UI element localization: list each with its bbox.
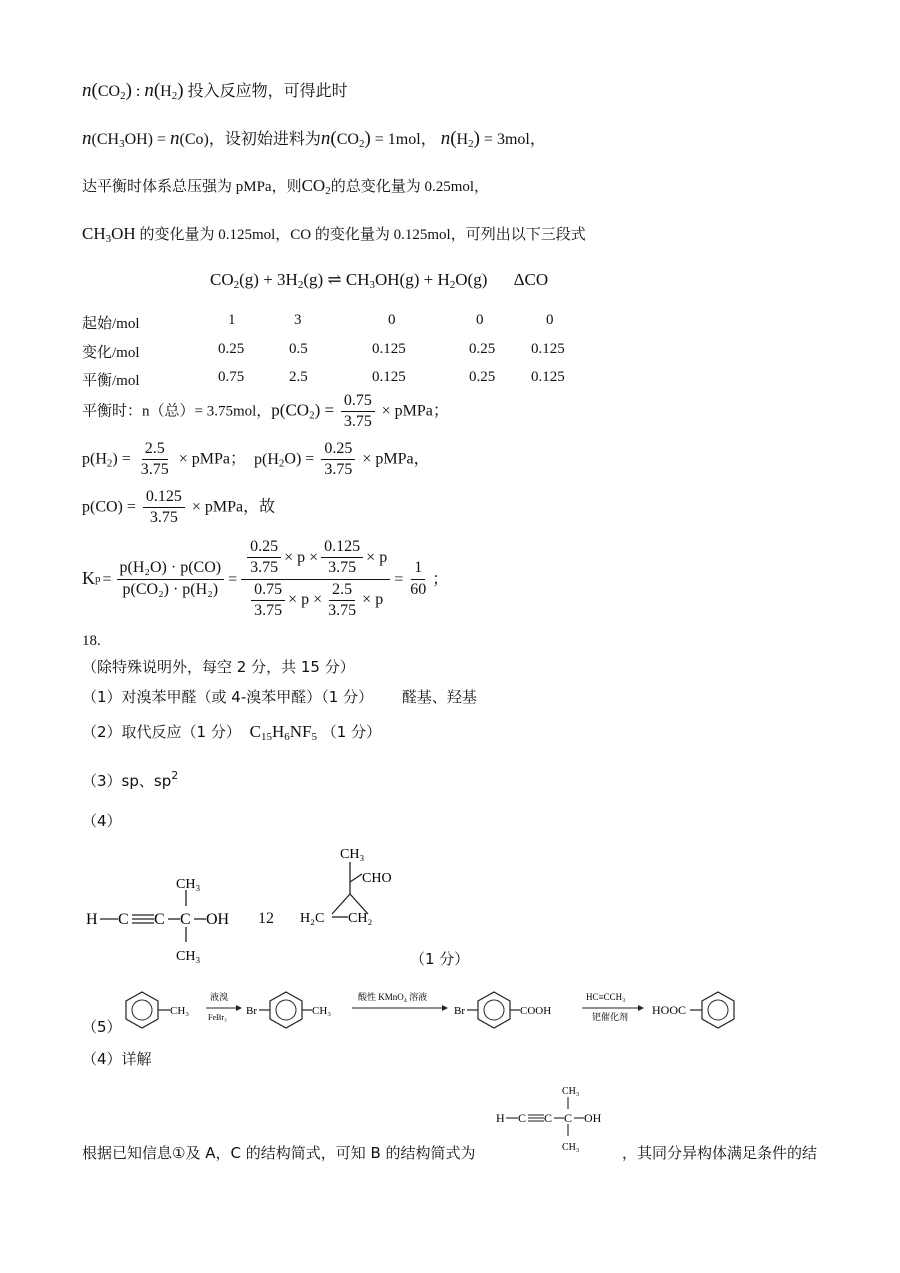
answer-text: （3）sp、sp bbox=[82, 772, 172, 790]
group-ch3: CH₃ bbox=[340, 847, 365, 862]
denominator: 3.75 bbox=[140, 461, 169, 479]
numerator bbox=[241, 538, 390, 580]
benzene-ring bbox=[126, 992, 158, 1028]
fraction bbox=[341, 392, 375, 432]
atom-br: Br bbox=[454, 1005, 465, 1017]
text-line-3 bbox=[82, 176, 489, 196]
subscript: 2 bbox=[106, 457, 113, 470]
denominator: 60 bbox=[410, 580, 427, 598]
formula-part: O(g) bbox=[455, 270, 488, 289]
denominator bbox=[245, 580, 386, 621]
formula-part: H bbox=[271, 722, 285, 741]
table-cell: 0.5 bbox=[289, 341, 308, 357]
formula-part: NF bbox=[289, 722, 312, 741]
answer-text: 醛基、羟基 bbox=[401, 688, 477, 706]
formula-part: (g) ⇌ CH bbox=[303, 270, 370, 289]
subscript: 2 bbox=[449, 279, 456, 291]
benzene-ring bbox=[478, 992, 510, 1028]
subscript: 2 bbox=[325, 185, 331, 197]
molecular-formula bbox=[250, 722, 317, 741]
text-line-4 bbox=[82, 224, 586, 244]
table-cell: 0.125 bbox=[531, 369, 565, 385]
formula-part: C bbox=[249, 722, 261, 741]
aromatic-circle bbox=[708, 1000, 728, 1020]
structure-methylbutynol-inline bbox=[492, 1080, 622, 1156]
group-ch3: CH₃ bbox=[562, 1142, 580, 1153]
n-symbol: n bbox=[170, 128, 180, 149]
atom-h: H bbox=[496, 1111, 505, 1125]
formula-part: × pMPa，故 bbox=[191, 498, 276, 516]
subscript: 3 bbox=[369, 279, 375, 291]
aromatic-circle bbox=[484, 1000, 504, 1020]
fraction bbox=[138, 440, 172, 480]
text-line-1: $n(CO_2)$ : $n(H_2)$ 投入反应物，可得此时 bbox=[82, 80, 348, 102]
denominator: 3.75 bbox=[328, 559, 357, 577]
answer-text: （1）对溴苯甲醛（或 4-溴苯甲醛）（1 分） bbox=[82, 688, 374, 706]
formula-part: H bbox=[456, 131, 469, 148]
table-cell: 0.25 bbox=[469, 341, 496, 357]
atom-c: C bbox=[564, 1111, 573, 1125]
reagent-propyne: HC≡CCH₃ bbox=[586, 992, 626, 1002]
group-ch3: CH₃ bbox=[562, 1086, 580, 1097]
formula-part: × pMPa； bbox=[178, 450, 247, 468]
formula-part: ΔCO bbox=[513, 270, 549, 289]
numerator: 2.5 bbox=[142, 440, 168, 460]
formula-part: (CH bbox=[91, 131, 120, 148]
subscript: 2 bbox=[309, 409, 315, 422]
synthesis-route bbox=[112, 982, 762, 1042]
fraction bbox=[321, 538, 363, 578]
subscript: 2 bbox=[358, 138, 365, 150]
formula-part: × p × bbox=[284, 548, 319, 566]
answer-3 bbox=[82, 769, 179, 790]
formula-part: O) = bbox=[284, 450, 315, 468]
table-cell: 0.25 bbox=[218, 341, 245, 357]
eq-p-h2 bbox=[82, 440, 430, 480]
formula-part: p(CO bbox=[271, 400, 310, 420]
line-text: 达平衡时体系总压强为 pMPa，则 bbox=[82, 179, 302, 195]
fraction bbox=[143, 488, 185, 528]
answer-2 bbox=[82, 722, 381, 742]
subscript: 3 bbox=[119, 138, 125, 150]
atom-c: C bbox=[518, 1111, 527, 1125]
subscript: 2 bbox=[468, 138, 474, 150]
formula-part: × p × bbox=[288, 591, 323, 609]
answer-text: （2）取代反应（1 分） bbox=[82, 723, 241, 741]
formula-part: × pMPa， bbox=[362, 450, 430, 468]
text-line-2: $n(CH_3OH) = n(Co)$，设初始进料为$n(CO_2) = 1mol$， $n(H_2) = 3mol$， bbox=[82, 128, 546, 150]
eq-p-co2 bbox=[82, 392, 449, 432]
structure-methylbutynol bbox=[82, 868, 252, 968]
formula-part: × p bbox=[362, 591, 384, 609]
table-cell: 0 bbox=[546, 312, 554, 328]
subscript: 6 bbox=[284, 731, 290, 743]
group-ch3: CH₃ bbox=[176, 877, 201, 892]
group-ch2: CH₂ bbox=[348, 911, 373, 926]
detail-text-end: ，其同分异构体满足条件的结 bbox=[622, 1144, 818, 1162]
subscript: 3 bbox=[105, 233, 112, 245]
line-text: 的变化量为 0.125mol，CO 的变化量为 0.125mol，可列出以下三段式 bbox=[139, 227, 586, 243]
eq-p-co bbox=[82, 488, 275, 528]
line-text: 投入反应物，可得此时 bbox=[187, 83, 348, 100]
n-symbol: n bbox=[144, 80, 154, 101]
formula-part: OH bbox=[111, 224, 136, 243]
formula-part: CO bbox=[336, 131, 359, 148]
numerator: 0.125 bbox=[321, 538, 363, 558]
table-cell: 2.5 bbox=[289, 369, 308, 385]
group-oh: OH bbox=[584, 1111, 602, 1125]
group-hooc: HOOC bbox=[652, 1003, 687, 1017]
group-h2c: H₂C bbox=[300, 911, 325, 926]
formula-part: OH) = bbox=[124, 131, 167, 148]
denominator: 3.75 bbox=[254, 602, 283, 620]
row-label: 平衡/mol bbox=[82, 373, 140, 389]
reagent-febr3: FeBr₃ bbox=[208, 1013, 227, 1022]
formula-part: (g) + 3H bbox=[239, 270, 298, 289]
atom-c: C bbox=[544, 1111, 553, 1125]
arrow-head bbox=[638, 1005, 644, 1011]
detail-heading: （4）详解 bbox=[82, 1050, 152, 1068]
reagent-liquid-bromine: 液溴 bbox=[210, 992, 229, 1002]
fraction bbox=[407, 559, 429, 599]
score-note: （除特殊说明外，每空 2 分，共 15 分） bbox=[82, 658, 355, 676]
formula-part: K bbox=[82, 568, 95, 589]
numerator: 2.5 bbox=[329, 581, 355, 601]
line-text: ， bbox=[529, 131, 546, 148]
denominator: 3.75 bbox=[149, 509, 178, 527]
table-cell: 0.75 bbox=[218, 369, 245, 385]
atom-c: C bbox=[154, 911, 165, 928]
ratio-colon: : bbox=[135, 83, 141, 100]
formula-h2: H bbox=[160, 83, 172, 100]
answer-text: （1 分） bbox=[321, 723, 382, 741]
score-label: （1 分） bbox=[410, 950, 470, 968]
group-cho: CHO bbox=[362, 871, 392, 886]
n-symbol: n bbox=[440, 128, 451, 149]
compound-fraction bbox=[241, 538, 390, 621]
reaction-equation bbox=[210, 270, 548, 290]
detail-text-start: 根据已知信息①及 A，C 的结构简式，可知 B 的结构简式为 bbox=[82, 1144, 476, 1162]
table-cell: 0.125 bbox=[531, 341, 565, 357]
subscript: 2 bbox=[233, 279, 240, 291]
numerator: 0.75 bbox=[341, 392, 375, 412]
answer-4-label: （4） bbox=[82, 812, 122, 830]
formula-part: × pMPa； bbox=[381, 402, 449, 420]
formula-co2: CO bbox=[301, 176, 326, 195]
group-oh: OH bbox=[206, 911, 230, 928]
numerator: 1 bbox=[411, 559, 425, 579]
eq-kp: K p = $\frac{\text{p(H₂O) · p(CO)}}{\text{p(CO₂) · p(H₂)}}$ = $\frac{0.25}{3.75}$ × p × $\frac{0.125}{3.75}$ × p $\frac{0.75}{3.75}$ × p × $\frac{2.5}{3.75}$ × p = $\frac{1}{60}$ ； bbox=[82, 538, 449, 620]
formula-part: p(H bbox=[254, 450, 279, 468]
aromatic-circle bbox=[132, 1000, 152, 1020]
formula-part: = 3mol bbox=[483, 131, 530, 148]
table-cell: 3 bbox=[294, 312, 302, 328]
table-cell: 0 bbox=[388, 312, 396, 328]
denominator: 3.75 bbox=[343, 413, 372, 431]
denominator: p(CO₂) · p(H₂) bbox=[122, 580, 219, 598]
answer-5-label: （5） bbox=[82, 1018, 122, 1036]
fraction bbox=[321, 440, 355, 480]
n-symbol: n bbox=[82, 80, 92, 101]
fraction bbox=[117, 559, 225, 599]
group-ch3: CH₃ bbox=[176, 949, 201, 964]
table-cell: 0.25 bbox=[469, 369, 496, 385]
formula-part: × p bbox=[366, 548, 388, 566]
group-ch3: CH₃ bbox=[170, 1005, 190, 1017]
n-symbol: n bbox=[82, 128, 92, 149]
numerator: 0.75 bbox=[251, 581, 285, 601]
subscript: 2 bbox=[171, 90, 178, 102]
atom-c: C bbox=[118, 911, 129, 928]
denominator: 3.75 bbox=[324, 461, 353, 479]
superscript: 2 bbox=[171, 769, 179, 782]
line-text: 平衡时：n（总）= 3.75mol， bbox=[82, 403, 272, 420]
formula-part: CH bbox=[82, 224, 106, 243]
group-cooh: COOH bbox=[520, 1005, 552, 1017]
arrow-head bbox=[236, 1005, 242, 1011]
atom-c: C bbox=[180, 911, 191, 928]
fraction bbox=[251, 581, 285, 621]
line-text: ， bbox=[420, 131, 437, 148]
table-cell: 0.125 bbox=[372, 341, 406, 357]
bond-line bbox=[350, 874, 362, 882]
row-label: 起始/mol bbox=[82, 316, 140, 332]
atom-h: H bbox=[86, 911, 98, 928]
subscript: 15 bbox=[260, 731, 272, 743]
structure-methylcyclopropanecarbaldehyde bbox=[298, 840, 408, 932]
formula-part: = 1mol bbox=[374, 131, 421, 148]
row-label: 变化/mol bbox=[82, 345, 140, 361]
reagent-pd-catalyst: 钯催化剂 bbox=[592, 1012, 629, 1022]
n-symbol: n bbox=[320, 128, 331, 149]
group-ch3: CH₃ bbox=[312, 1005, 332, 1017]
formula-co2: CO bbox=[97, 83, 121, 100]
subscript: 2 bbox=[278, 457, 285, 470]
answer-1 bbox=[82, 688, 477, 706]
numerator: 0.125 bbox=[143, 488, 185, 508]
line-text: ，设初始进料为 bbox=[208, 131, 321, 148]
denominator: 3.75 bbox=[250, 559, 279, 577]
line-text: 的总变化量为 0.25mol， bbox=[330, 179, 490, 195]
equals-sign: = bbox=[102, 570, 112, 588]
fraction bbox=[247, 538, 281, 578]
formula-part: p(H bbox=[82, 450, 107, 468]
benzene-ring bbox=[702, 992, 734, 1028]
table-cell: 0 bbox=[476, 312, 484, 328]
formula-part: ) = bbox=[314, 400, 335, 420]
table-cell: 1 bbox=[228, 312, 236, 328]
subscript: 2 bbox=[120, 90, 126, 102]
subscript: 2 bbox=[297, 279, 304, 291]
formula-part: OH(g) + H bbox=[375, 270, 450, 289]
formula-part: ； bbox=[432, 570, 449, 588]
subscript: 5 bbox=[311, 731, 317, 743]
formula-part: ) = bbox=[112, 450, 131, 468]
numerator: 0.25 bbox=[247, 538, 281, 558]
numerator: p(H₂O) · p(CO) bbox=[117, 559, 225, 579]
numerator: 0.25 bbox=[321, 440, 355, 460]
formula-part: CO bbox=[210, 270, 234, 289]
arrow-head bbox=[442, 1005, 448, 1011]
table-cell: 0.125 bbox=[372, 369, 406, 385]
aromatic-circle bbox=[276, 1000, 296, 1020]
formula-part: p(CO) = bbox=[82, 498, 136, 516]
benzene-ring bbox=[270, 992, 302, 1028]
atom-br: Br bbox=[246, 1005, 257, 1017]
denominator: 3.75 bbox=[328, 602, 357, 620]
fraction bbox=[325, 581, 359, 621]
formula-part: (Co) bbox=[179, 131, 209, 148]
reagent-kmno4: 酸性 KMnO₄ 溶液 bbox=[358, 992, 428, 1002]
question-number: 18. bbox=[82, 633, 101, 649]
isomer-count: 12 bbox=[258, 910, 274, 927]
